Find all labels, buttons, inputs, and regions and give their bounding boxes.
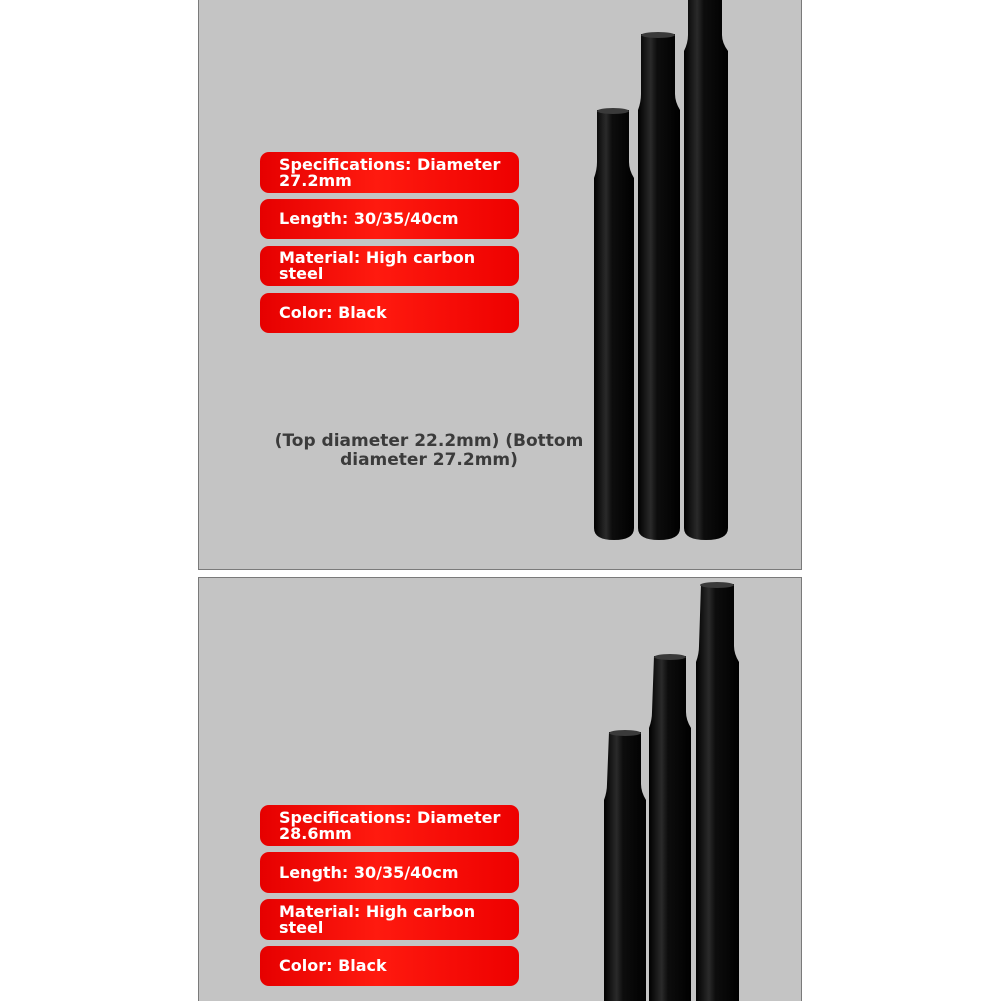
spec-color-label: Color: Black bbox=[279, 303, 387, 322]
diameter-note: (Top diameter 22.2mm) (Bottom diameter 27.2mm) bbox=[274, 431, 584, 470]
spec-material-label: Material: High carbon steel bbox=[279, 248, 476, 283]
seatpost-tube-medium-icon bbox=[638, 32, 680, 540]
seatpost-tube-medium-icon bbox=[649, 654, 691, 1001]
spec-length-label: Length: 30/35/40cm bbox=[279, 862, 459, 882]
seatpost-tube-short-icon bbox=[594, 108, 634, 540]
product-panel-bottom bbox=[198, 577, 802, 1001]
seatpost-tubes-image bbox=[199, 578, 802, 1001]
seatpost-tube-long-icon bbox=[696, 582, 739, 1001]
seatpost-tube-short-icon bbox=[604, 730, 646, 1001]
spec-diameter-label: Specifications: Diameter 28.6mm bbox=[279, 807, 501, 843]
seatpost-tube-long-icon bbox=[684, 0, 728, 540]
spec-length-label: Length: 30/35/40cm bbox=[279, 209, 459, 228]
spec-color-label: Color: Black bbox=[279, 956, 387, 975]
spec-diameter-label: Specifications: Diameter 27.2mm bbox=[279, 154, 501, 190]
seatpost-tubes-image bbox=[199, 0, 802, 570]
product-panel-top bbox=[198, 0, 802, 570]
spec-material-label: Material: High carbon steel bbox=[279, 901, 476, 937]
